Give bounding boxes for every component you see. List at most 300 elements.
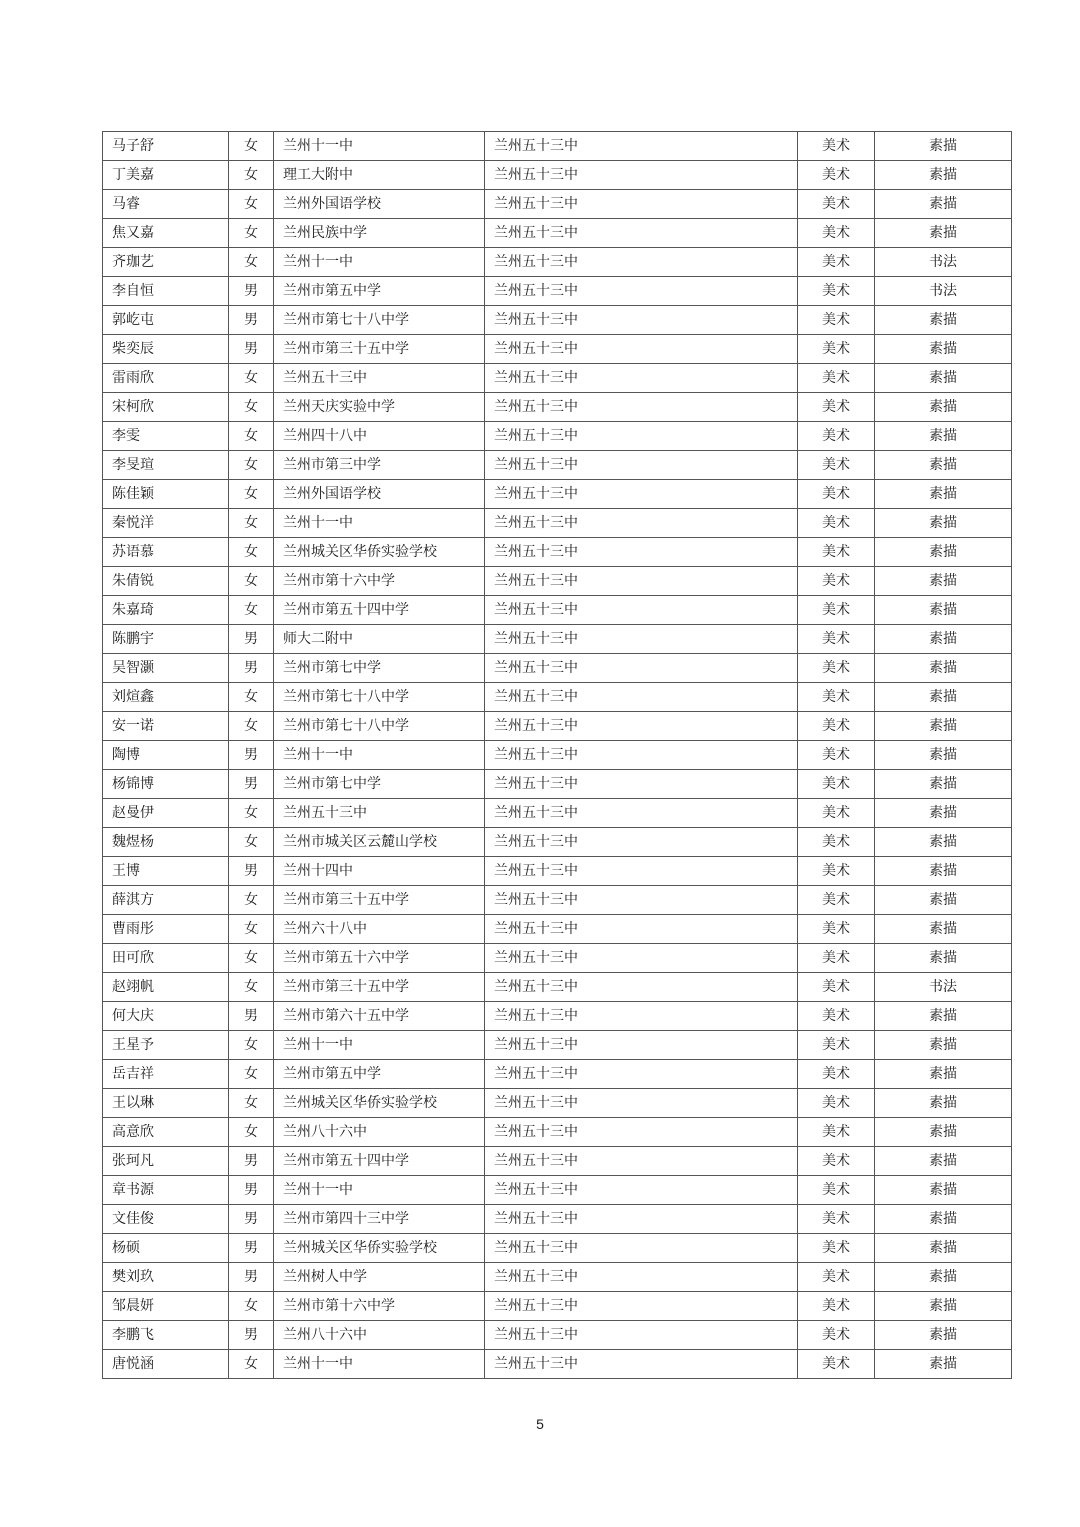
table-row	[103, 422, 1012, 451]
category-cell: 美术	[798, 364, 875, 393]
category-cell: 美术	[798, 596, 875, 625]
table-row	[103, 944, 1012, 973]
table-row	[103, 1031, 1012, 1060]
page-number: 5	[536, 1416, 544, 1432]
category-cell: 美术	[798, 1234, 875, 1263]
origin-school-cell: 兰州八十六中	[274, 1321, 485, 1350]
table-row	[103, 1176, 1012, 1205]
gender-cell: 女	[229, 1118, 274, 1147]
gender-cell: 女	[229, 567, 274, 596]
category-cell: 美术	[798, 741, 875, 770]
student-name-cell: 李自恒	[103, 277, 229, 306]
table-row	[103, 915, 1012, 944]
category-cell: 美术	[798, 567, 875, 596]
specialty-cell: 素描	[875, 1002, 1012, 1031]
gender-cell: 男	[229, 1263, 274, 1292]
table-row	[103, 393, 1012, 422]
gender-cell: 男	[229, 1205, 274, 1234]
category-cell: 美术	[798, 712, 875, 741]
category-cell: 美术	[798, 654, 875, 683]
specialty-cell: 素描	[875, 1205, 1012, 1234]
gender-cell: 男	[229, 625, 274, 654]
gender-cell: 女	[229, 393, 274, 422]
admitted-school-cell: 兰州五十三中	[485, 1321, 798, 1350]
category-cell: 美术	[798, 886, 875, 915]
specialty-cell: 素描	[875, 799, 1012, 828]
admitted-school-cell: 兰州五十三中	[485, 219, 798, 248]
specialty-cell: 素描	[875, 1263, 1012, 1292]
specialty-cell: 素描	[875, 1118, 1012, 1147]
table-row	[103, 1089, 1012, 1118]
specialty-cell: 素描	[875, 451, 1012, 480]
category-cell: 美术	[798, 190, 875, 219]
category-cell: 美术	[798, 683, 875, 712]
admitted-school-cell: 兰州五十三中	[485, 364, 798, 393]
category-cell: 美术	[798, 451, 875, 480]
origin-school-cell: 兰州市第五中学	[274, 277, 485, 306]
gender-cell: 女	[229, 480, 274, 509]
category-cell: 美术	[798, 973, 875, 1002]
student-name-cell: 陈佳颖	[103, 480, 229, 509]
category-cell: 美术	[798, 393, 875, 422]
table-row	[103, 625, 1012, 654]
admitted-school-cell: 兰州五十三中	[485, 538, 798, 567]
admitted-school-cell: 兰州五十三中	[485, 161, 798, 190]
origin-school-cell: 兰州市第十六中学	[274, 567, 485, 596]
table-row	[103, 1321, 1012, 1350]
table-row	[103, 683, 1012, 712]
origin-school-cell: 兰州十一中	[274, 741, 485, 770]
student-name-cell: 安一诺	[103, 712, 229, 741]
category-cell: 美术	[798, 1205, 875, 1234]
specialty-cell: 素描	[875, 538, 1012, 567]
admitted-school-cell: 兰州五十三中	[485, 1118, 798, 1147]
admitted-school-cell: 兰州五十三中	[485, 451, 798, 480]
specialty-cell: 素描	[875, 567, 1012, 596]
table-row	[103, 770, 1012, 799]
specialty-cell: 素描	[875, 712, 1012, 741]
table-row	[103, 1118, 1012, 1147]
origin-school-cell: 兰州市第三十五中学	[274, 335, 485, 364]
specialty-cell: 素描	[875, 1321, 1012, 1350]
origin-school-cell: 兰州市第十六中学	[274, 1292, 485, 1321]
origin-school-cell: 兰州城关区华侨实验学校	[274, 1234, 485, 1263]
origin-school-cell: 兰州六十八中	[274, 915, 485, 944]
origin-school-cell: 兰州市第五中学	[274, 1060, 485, 1089]
student-name-cell: 马睿	[103, 190, 229, 219]
category-cell: 美术	[798, 770, 875, 799]
origin-school-cell: 兰州市第五十四中学	[274, 596, 485, 625]
student-name-cell: 焦又嘉	[103, 219, 229, 248]
origin-school-cell: 兰州十一中	[274, 1031, 485, 1060]
student-name-cell: 杨硕	[103, 1234, 229, 1263]
category-cell: 美术	[798, 1118, 875, 1147]
table-row	[103, 1263, 1012, 1292]
student-name-cell: 吴智灏	[103, 654, 229, 683]
admitted-school-cell: 兰州五十三中	[485, 480, 798, 509]
category-cell: 美术	[798, 857, 875, 886]
category-cell: 美术	[798, 306, 875, 335]
specialty-cell: 素描	[875, 1234, 1012, 1263]
student-name-cell: 田可欣	[103, 944, 229, 973]
category-cell: 美术	[798, 1321, 875, 1350]
table-row	[103, 596, 1012, 625]
origin-school-cell: 兰州十一中	[274, 509, 485, 538]
gender-cell: 女	[229, 886, 274, 915]
student-name-cell: 章书源	[103, 1176, 229, 1205]
origin-school-cell: 兰州市第三中学	[274, 451, 485, 480]
gender-cell: 男	[229, 741, 274, 770]
admitted-school-cell: 兰州五十三中	[485, 248, 798, 277]
category-cell: 美术	[798, 219, 875, 248]
gender-cell: 女	[229, 1350, 274, 1379]
gender-cell: 男	[229, 1002, 274, 1031]
origin-school-cell: 兰州外国语学校	[274, 190, 485, 219]
admitted-school-cell: 兰州五十三中	[485, 712, 798, 741]
origin-school-cell: 兰州市第七中学	[274, 770, 485, 799]
student-name-cell: 陈鹏宇	[103, 625, 229, 654]
student-name-cell: 何大庆	[103, 1002, 229, 1031]
origin-school-cell: 兰州十一中	[274, 1350, 485, 1379]
origin-school-cell: 兰州十一中	[274, 1176, 485, 1205]
admitted-school-cell: 兰州五十三中	[485, 886, 798, 915]
origin-school-cell: 兰州城关区华侨实验学校	[274, 1089, 485, 1118]
student-name-cell: 薛淇方	[103, 886, 229, 915]
admitted-school-cell: 兰州五十三中	[485, 683, 798, 712]
student-name-cell: 赵曼伊	[103, 799, 229, 828]
admitted-school-cell: 兰州五十三中	[485, 857, 798, 886]
admitted-school-cell: 兰州五十三中	[485, 1292, 798, 1321]
origin-school-cell: 兰州八十六中	[274, 1118, 485, 1147]
category-cell: 美术	[798, 1292, 875, 1321]
table-row	[103, 451, 1012, 480]
gender-cell: 女	[229, 712, 274, 741]
table-row	[103, 567, 1012, 596]
student-name-cell: 邹晨妍	[103, 1292, 229, 1321]
specialty-cell: 素描	[875, 306, 1012, 335]
table-row	[103, 161, 1012, 190]
category-cell: 美术	[798, 799, 875, 828]
table-row	[103, 219, 1012, 248]
specialty-cell: 素描	[875, 1060, 1012, 1089]
admitted-school-cell: 兰州五十三中	[485, 393, 798, 422]
student-name-cell: 刘煊鑫	[103, 683, 229, 712]
table-row	[103, 1292, 1012, 1321]
category-cell: 美术	[798, 944, 875, 973]
admitted-school-cell: 兰州五十三中	[485, 306, 798, 335]
admitted-school-cell: 兰州五十三中	[485, 1002, 798, 1031]
student-name-cell: 张珂凡	[103, 1147, 229, 1176]
specialty-cell: 素描	[875, 654, 1012, 683]
category-cell: 美术	[798, 1089, 875, 1118]
gender-cell: 女	[229, 596, 274, 625]
gender-cell: 女	[229, 1031, 274, 1060]
table-row	[103, 248, 1012, 277]
gender-cell: 男	[229, 654, 274, 683]
category-cell: 美术	[798, 161, 875, 190]
table-row	[103, 828, 1012, 857]
specialty-cell: 素描	[875, 1176, 1012, 1205]
table-row	[103, 509, 1012, 538]
origin-school-cell: 兰州市第七十八中学	[274, 306, 485, 335]
admitted-school-cell: 兰州五十三中	[485, 1031, 798, 1060]
admitted-school-cell: 兰州五十三中	[485, 1147, 798, 1176]
gender-cell: 男	[229, 335, 274, 364]
category-cell: 美术	[798, 1147, 875, 1176]
category-cell: 美术	[798, 480, 875, 509]
specialty-cell: 素描	[875, 828, 1012, 857]
gender-cell: 女	[229, 132, 274, 161]
table-row	[103, 654, 1012, 683]
gender-cell: 女	[229, 538, 274, 567]
origin-school-cell: 兰州市第四十三中学	[274, 1205, 485, 1234]
table-row	[103, 1350, 1012, 1379]
admitted-school-cell: 兰州五十三中	[485, 422, 798, 451]
origin-school-cell: 兰州五十三中	[274, 799, 485, 828]
admitted-school-cell: 兰州五十三中	[485, 828, 798, 857]
category-cell: 美术	[798, 1002, 875, 1031]
specialty-cell: 书法	[875, 277, 1012, 306]
student-name-cell: 丁美嘉	[103, 161, 229, 190]
table-row	[103, 857, 1012, 886]
table-row	[103, 1147, 1012, 1176]
specialty-cell: 素描	[875, 683, 1012, 712]
student-name-cell: 曹雨彤	[103, 915, 229, 944]
specialty-cell: 素描	[875, 1350, 1012, 1379]
origin-school-cell: 兰州天庆实验中学	[274, 393, 485, 422]
gender-cell: 女	[229, 1060, 274, 1089]
admitted-school-cell: 兰州五十三中	[485, 973, 798, 1002]
category-cell: 美术	[798, 248, 875, 277]
table-row	[103, 364, 1012, 393]
specialty-cell: 素描	[875, 393, 1012, 422]
specialty-cell: 书法	[875, 973, 1012, 1002]
student-name-cell: 郭屹屯	[103, 306, 229, 335]
student-name-cell: 陶博	[103, 741, 229, 770]
admitted-school-cell: 兰州五十三中	[485, 944, 798, 973]
category-cell: 美术	[798, 335, 875, 364]
origin-school-cell: 兰州市城关区云麓山学校	[274, 828, 485, 857]
student-name-cell: 齐珈艺	[103, 248, 229, 277]
category-cell: 美术	[798, 422, 875, 451]
origin-school-cell: 兰州十四中	[274, 857, 485, 886]
gender-cell: 男	[229, 857, 274, 886]
admitted-school-cell: 兰州五十三中	[485, 1350, 798, 1379]
student-name-cell: 秦悦洋	[103, 509, 229, 538]
student-name-cell: 李雯	[103, 422, 229, 451]
specialty-cell: 素描	[875, 509, 1012, 538]
specialty-cell: 素描	[875, 596, 1012, 625]
category-cell: 美术	[798, 509, 875, 538]
student-name-cell: 朱倩锐	[103, 567, 229, 596]
specialty-cell: 素描	[875, 625, 1012, 654]
origin-school-cell: 兰州民族中学	[274, 219, 485, 248]
gender-cell: 女	[229, 219, 274, 248]
gender-cell: 男	[229, 1321, 274, 1350]
specialty-cell: 素描	[875, 219, 1012, 248]
gender-cell: 女	[229, 509, 274, 538]
specialty-cell: 素描	[875, 364, 1012, 393]
roster-body	[103, 132, 1012, 1379]
origin-school-cell: 兰州市第三十五中学	[274, 973, 485, 1002]
origin-school-cell: 兰州十一中	[274, 248, 485, 277]
student-name-cell: 朱嘉琦	[103, 596, 229, 625]
admitted-school-cell: 兰州五十三中	[485, 1089, 798, 1118]
specialty-cell: 素描	[875, 335, 1012, 364]
student-name-cell: 岳吉祥	[103, 1060, 229, 1089]
specialty-cell: 素描	[875, 1089, 1012, 1118]
admitted-school-cell: 兰州五十三中	[485, 1176, 798, 1205]
specialty-cell: 书法	[875, 248, 1012, 277]
student-name-cell: 柴奕辰	[103, 335, 229, 364]
origin-school-cell: 兰州四十八中	[274, 422, 485, 451]
student-name-cell: 王星予	[103, 1031, 229, 1060]
specialty-cell: 素描	[875, 1147, 1012, 1176]
category-cell: 美术	[798, 915, 875, 944]
student-name-cell: 王以琳	[103, 1089, 229, 1118]
specialty-cell: 素描	[875, 915, 1012, 944]
gender-cell: 女	[229, 161, 274, 190]
gender-cell: 女	[229, 422, 274, 451]
admitted-school-cell: 兰州五十三中	[485, 567, 798, 596]
student-name-cell: 文佳俊	[103, 1205, 229, 1234]
origin-school-cell: 兰州外国语学校	[274, 480, 485, 509]
category-cell: 美术	[798, 538, 875, 567]
admitted-school-cell: 兰州五十三中	[485, 277, 798, 306]
table-row	[103, 277, 1012, 306]
origin-school-cell: 兰州市第五十四中学	[274, 1147, 485, 1176]
student-name-cell: 马子舒	[103, 132, 229, 161]
table-row	[103, 480, 1012, 509]
gender-cell: 女	[229, 915, 274, 944]
admitted-school-cell: 兰州五十三中	[485, 654, 798, 683]
student-name-cell: 李鹏飞	[103, 1321, 229, 1350]
student-name-cell: 杨锦博	[103, 770, 229, 799]
gender-cell: 女	[229, 248, 274, 277]
admitted-school-cell: 兰州五十三中	[485, 625, 798, 654]
admitted-school-cell: 兰州五十三中	[485, 915, 798, 944]
admitted-school-cell: 兰州五十三中	[485, 1205, 798, 1234]
origin-school-cell: 兰州市第六十五中学	[274, 1002, 485, 1031]
admitted-school-cell: 兰州五十三中	[485, 741, 798, 770]
specialty-cell: 素描	[875, 422, 1012, 451]
table-row	[103, 1234, 1012, 1263]
table-row	[103, 799, 1012, 828]
student-name-cell: 高意欣	[103, 1118, 229, 1147]
gender-cell: 女	[229, 799, 274, 828]
gender-cell: 男	[229, 1176, 274, 1205]
table-row	[103, 190, 1012, 219]
category-cell: 美术	[798, 1176, 875, 1205]
table-row	[103, 306, 1012, 335]
gender-cell: 女	[229, 944, 274, 973]
student-name-cell: 魏煜杨	[103, 828, 229, 857]
table-row	[103, 886, 1012, 915]
category-cell: 美术	[798, 1060, 875, 1089]
origin-school-cell: 兰州市第五十六中学	[274, 944, 485, 973]
student-name-cell: 宋柯欣	[103, 393, 229, 422]
table-row	[103, 1002, 1012, 1031]
gender-cell: 女	[229, 828, 274, 857]
student-name-cell: 唐悦涵	[103, 1350, 229, 1379]
table-row	[103, 1060, 1012, 1089]
gender-cell: 男	[229, 770, 274, 799]
specialty-cell: 素描	[875, 886, 1012, 915]
origin-school-cell: 师大二附中	[274, 625, 485, 654]
gender-cell: 女	[229, 1292, 274, 1321]
category-cell: 美术	[798, 1263, 875, 1292]
gender-cell: 女	[229, 683, 274, 712]
admitted-school-cell: 兰州五十三中	[485, 596, 798, 625]
category-cell: 美术	[798, 1031, 875, 1060]
table-row	[103, 741, 1012, 770]
table-row	[103, 712, 1012, 741]
specialty-cell: 素描	[875, 1031, 1012, 1060]
gender-cell: 男	[229, 1147, 274, 1176]
admitted-school-cell: 兰州五十三中	[485, 509, 798, 538]
admitted-school-cell: 兰州五十三中	[485, 770, 798, 799]
gender-cell: 女	[229, 451, 274, 480]
gender-cell: 男	[229, 277, 274, 306]
gender-cell: 男	[229, 306, 274, 335]
specialty-cell: 素描	[875, 944, 1012, 973]
category-cell: 美术	[798, 625, 875, 654]
admitted-school-cell: 兰州五十三中	[485, 335, 798, 364]
specialty-cell: 素描	[875, 132, 1012, 161]
admitted-school-cell: 兰州五十三中	[485, 1263, 798, 1292]
student-name-cell: 樊刘玖	[103, 1263, 229, 1292]
category-cell: 美术	[798, 828, 875, 857]
origin-school-cell: 理工大附中	[274, 161, 485, 190]
gender-cell: 男	[229, 1234, 274, 1263]
admitted-school-cell: 兰州五十三中	[485, 1060, 798, 1089]
origin-school-cell: 兰州市第七十八中学	[274, 683, 485, 712]
specialty-cell: 素描	[875, 741, 1012, 770]
table-row	[103, 973, 1012, 1002]
table-row	[103, 335, 1012, 364]
table-row	[103, 1205, 1012, 1234]
specialty-cell: 素描	[875, 161, 1012, 190]
student-name-cell: 赵翊帆	[103, 973, 229, 1002]
gender-cell: 女	[229, 1089, 274, 1118]
category-cell: 美术	[798, 132, 875, 161]
admitted-school-cell: 兰州五十三中	[485, 132, 798, 161]
origin-school-cell: 兰州市第七十八中学	[274, 712, 485, 741]
student-name-cell: 苏语慕	[103, 538, 229, 567]
admitted-school-cell: 兰州五十三中	[485, 799, 798, 828]
category-cell: 美术	[798, 277, 875, 306]
category-cell: 美术	[798, 1350, 875, 1379]
student-name-cell: 李旻瑄	[103, 451, 229, 480]
specialty-cell: 素描	[875, 857, 1012, 886]
student-name-cell: 雷雨欣	[103, 364, 229, 393]
student-name-cell: 王博	[103, 857, 229, 886]
admitted-school-cell: 兰州五十三中	[485, 1234, 798, 1263]
gender-cell: 女	[229, 364, 274, 393]
table-row	[103, 538, 1012, 567]
specialty-cell: 素描	[875, 190, 1012, 219]
origin-school-cell: 兰州市第七中学	[274, 654, 485, 683]
gender-cell: 女	[229, 190, 274, 219]
table-row	[103, 132, 1012, 161]
origin-school-cell: 兰州五十三中	[274, 364, 485, 393]
student-roster-table	[102, 131, 1012, 1379]
specialty-cell: 素描	[875, 770, 1012, 799]
admitted-school-cell: 兰州五十三中	[485, 190, 798, 219]
gender-cell: 女	[229, 973, 274, 1002]
origin-school-cell: 兰州市第三十五中学	[274, 886, 485, 915]
origin-school-cell: 兰州十一中	[274, 132, 485, 161]
